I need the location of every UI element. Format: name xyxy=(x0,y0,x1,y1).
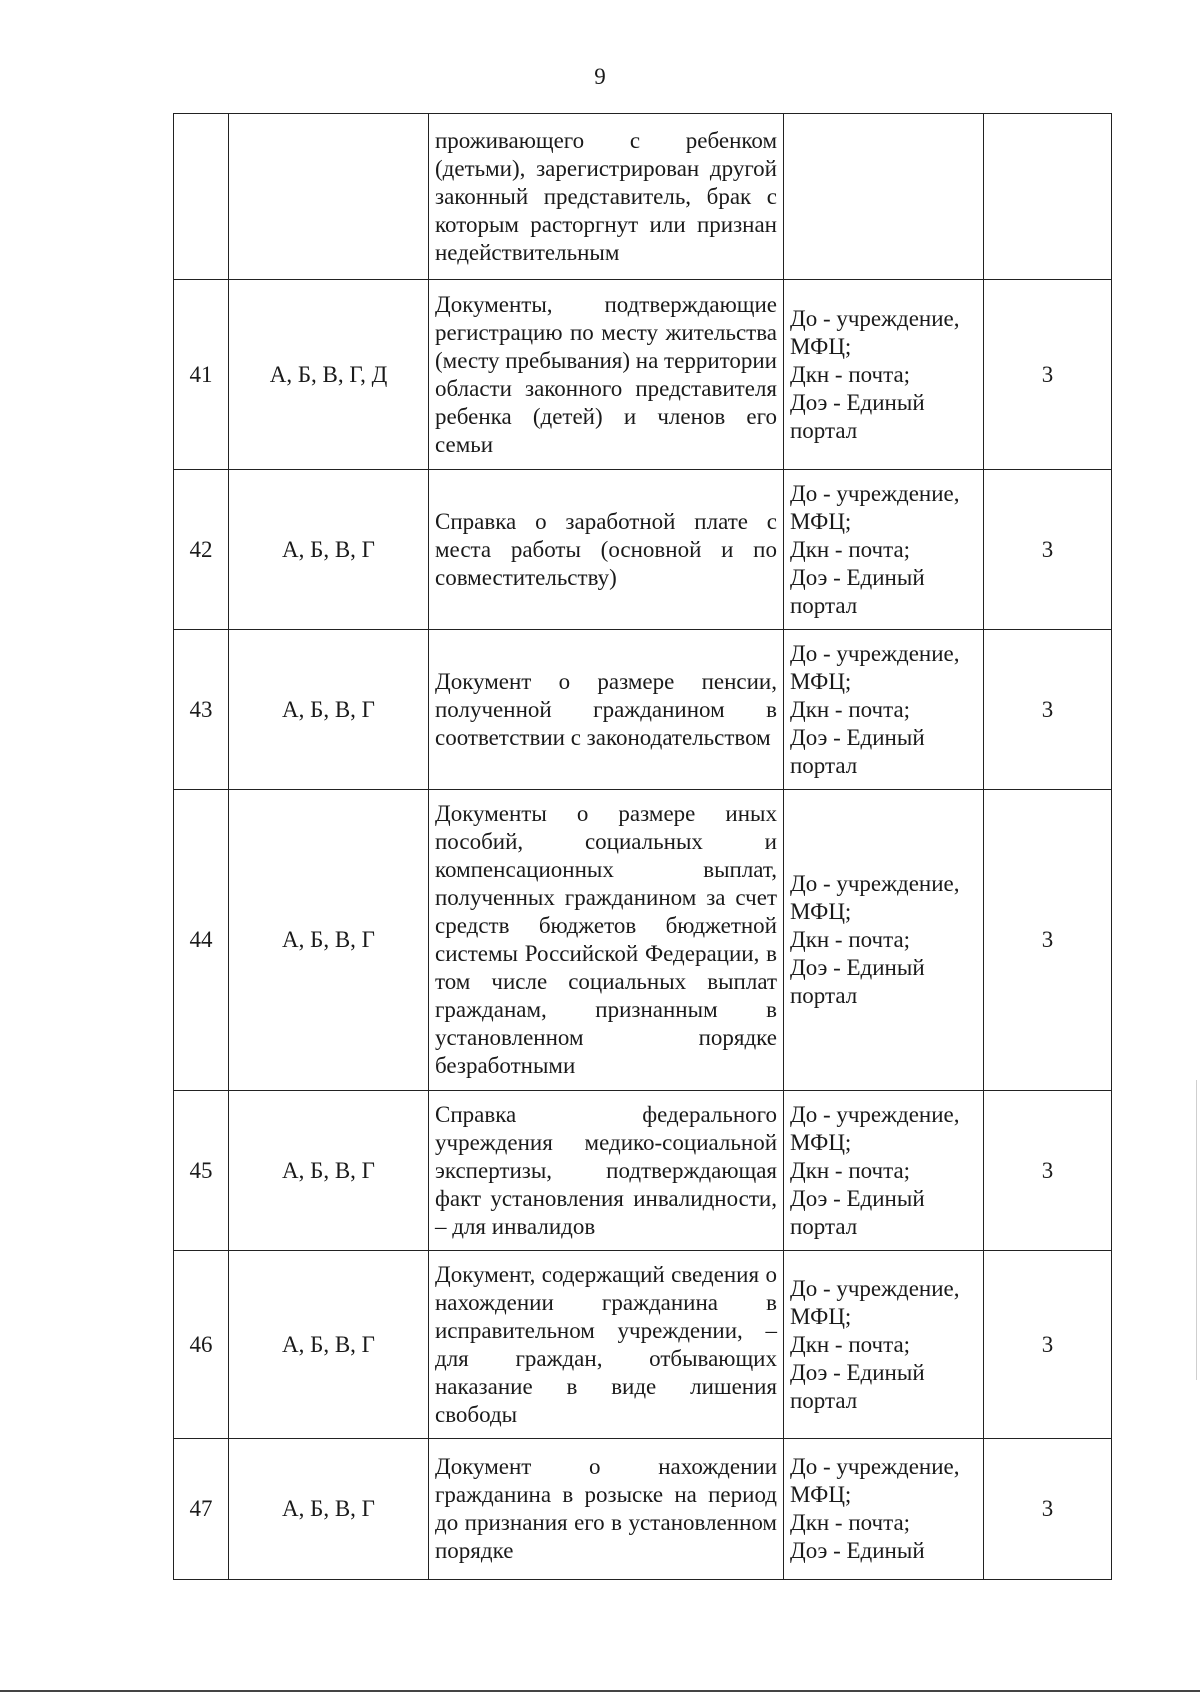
row-document-text: Документы, подтверждающие регистрацию по месту жительства (месту пребывания) на территории области законного представителя ребенка (детей) и членов его семьи xyxy=(435,291,777,457)
table-row xyxy=(174,790,1112,1091)
row-code: 3 xyxy=(984,790,1112,1091)
method-line: До - учреждение, xyxy=(790,305,960,331)
method-line: Доэ - Единый xyxy=(790,724,925,750)
row-categories: А, Б, В, Г xyxy=(229,1091,429,1251)
documents-table xyxy=(173,113,1112,1580)
row-submission-method xyxy=(784,1439,984,1580)
row-submission-method xyxy=(784,790,984,1091)
row-categories: А, Б, В, Г xyxy=(229,1251,429,1439)
row-document xyxy=(429,1091,784,1251)
method-line: Доэ - Единый xyxy=(790,1359,925,1385)
row-document-text: Справка о заработной плате с места работы (основной и по совместительству) xyxy=(435,508,777,590)
bottom-border-line xyxy=(0,1690,1200,1692)
method-line: Дкн - почта; xyxy=(790,696,911,722)
method-line: Доэ - Единый xyxy=(790,1538,925,1563)
row-submission-method xyxy=(784,1251,984,1439)
row-categories xyxy=(229,114,429,280)
row-document xyxy=(429,470,784,630)
row-document xyxy=(429,1439,784,1580)
row-categories: А, Б, В, Г xyxy=(229,470,429,630)
table-row xyxy=(174,1251,1112,1439)
row-document-text: Справка федерального учреждения медико-социальной экспертизы, подтверждающая факт установления инвалидности, – для инвалидов xyxy=(435,1101,777,1239)
row-document-text: Документы о размере иных пособий, социальных и компенсационных выплат, полученных гражданином за счет средств бюджетов бюджетной системы Российской Федерации, в том числе социальных выплат гражданам, признанным в установленном порядке безработными xyxy=(435,801,777,1078)
row-number: 42 xyxy=(174,470,229,630)
method-line: Доэ - Единый xyxy=(790,389,925,415)
row-number xyxy=(174,114,229,280)
row-submission-method xyxy=(784,1091,984,1251)
method-line: Дкн - почта; xyxy=(790,1510,911,1535)
method-line: Дкн - почта; xyxy=(790,1157,911,1183)
row-code: 3 xyxy=(984,1251,1112,1439)
row-document xyxy=(429,790,784,1091)
row-categories: А, Б, В, Г xyxy=(229,630,429,790)
row-submission-method xyxy=(784,630,984,790)
row-code: 3 xyxy=(984,1439,1112,1580)
row-code: 3 xyxy=(984,470,1112,630)
method-line: До - учреждение, xyxy=(790,1454,960,1479)
method-line: МФЦ; xyxy=(790,668,852,694)
method-line: Доэ - Единый xyxy=(790,955,925,980)
row-number: 45 xyxy=(174,1091,229,1251)
method-line: Дкн - почта; xyxy=(790,536,911,562)
row-code xyxy=(984,114,1112,280)
method-line: портал xyxy=(790,752,858,778)
method-line: портал xyxy=(790,1213,858,1239)
table-row xyxy=(174,1439,1112,1580)
row-document-text: Документ о нахождении гражданина в розыске на период до признания его в установленном порядке xyxy=(435,1454,777,1563)
method-line: МФЦ; xyxy=(790,333,852,359)
method-line: портал xyxy=(790,592,858,618)
method-line: МФЦ; xyxy=(790,1303,852,1329)
method-line: МФЦ; xyxy=(790,1482,852,1507)
table-row xyxy=(174,470,1112,630)
row-code: 3 xyxy=(984,1091,1112,1251)
table-row xyxy=(174,280,1112,470)
method-line: Дкн - почта; xyxy=(790,1331,911,1357)
row-number: 47 xyxy=(174,1439,229,1580)
row-document xyxy=(429,280,784,470)
row-number: 46 xyxy=(174,1251,229,1439)
method-line: До - учреждение, xyxy=(790,1101,960,1127)
method-line: МФЦ; xyxy=(790,899,852,924)
method-line: До - учреждение, xyxy=(790,871,960,896)
method-line: До - учреждение, xyxy=(790,1275,960,1301)
table-row xyxy=(174,114,1112,280)
row-document xyxy=(429,114,784,280)
row-code: 3 xyxy=(984,280,1112,470)
method-line: МФЦ; xyxy=(790,508,852,534)
method-line: МФЦ; xyxy=(790,1129,852,1155)
row-categories: А, Б, В, Г xyxy=(229,790,429,1091)
method-line: Доэ - Единый xyxy=(790,564,925,590)
scan-edge-line xyxy=(1196,1080,1197,1380)
method-line: До - учреждение, xyxy=(790,480,960,506)
method-line: портал xyxy=(790,417,858,443)
method-line: портал xyxy=(790,983,858,1008)
row-number: 41 xyxy=(174,280,229,470)
row-document-text: Документ о размере пенсии, полученной гражданином в соответствии с законодательством xyxy=(435,668,777,750)
page-number: 9 xyxy=(594,64,606,89)
row-document xyxy=(429,1251,784,1439)
row-number: 43 xyxy=(174,630,229,790)
table-row xyxy=(174,1091,1112,1251)
method-line: Доэ - Единый xyxy=(790,1185,925,1211)
row-categories: А, Б, В, Г, Д xyxy=(229,280,429,470)
method-line: До - учреждение, xyxy=(790,640,960,666)
row-document xyxy=(429,630,784,790)
row-document-text: проживающего с ребенком (детьми), зарегистрирован другой законный представитель, брак с которым расторгнут или признан недействительным xyxy=(435,127,777,265)
row-number: 44 xyxy=(174,790,229,1091)
row-submission-method xyxy=(784,470,984,630)
method-line: Дкн - почта; xyxy=(790,927,911,952)
row-submission-method xyxy=(784,280,984,470)
row-categories: А, Б, В, Г xyxy=(229,1439,429,1580)
table-row xyxy=(174,630,1112,790)
row-submission-method xyxy=(784,114,984,280)
row-document-text: Документ, содержащий сведения о нахождении гражданина в исправительном учреждении, – для граждан, отбывающих наказание в виде лишения свободы xyxy=(435,1261,777,1427)
method-line: портал xyxy=(790,1387,858,1413)
method-line: Дкн - почта; xyxy=(790,361,911,387)
row-code: 3 xyxy=(984,630,1112,790)
